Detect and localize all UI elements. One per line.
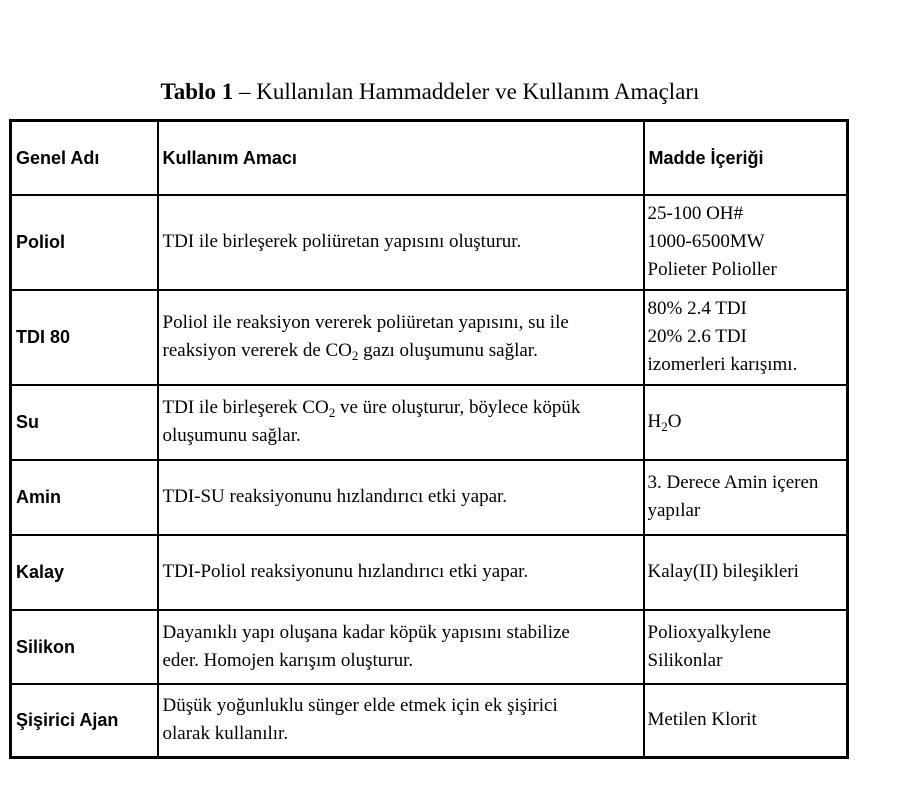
table-row — [11, 195, 848, 290]
purpose-line: reaksiyon vererek de $CO_2$ gazı oluşumunu sağlar. — [162, 340, 538, 363]
header-genel-adi: Genel Adı — [11, 121, 158, 195]
table-row — [11, 610, 848, 684]
purpose-line: olarak kullanılır. — [162, 723, 289, 745]
purpose-line: Dayanıklı yapı oluşana kadar köpük yapısını stabilize — [162, 621, 570, 643]
row-name: TDI 80 — [11, 290, 158, 385]
row-content — [644, 290, 848, 385]
row-content — [644, 385, 848, 460]
row-purpose — [158, 195, 644, 290]
row-name: Kalay — [11, 535, 158, 610]
row-content — [644, 684, 848, 758]
row-purpose — [158, 290, 644, 385]
purpose-line: TDI ile birleşerek $CO_2$ ve üre oluşturur, böylece köpük — [162, 397, 581, 420]
purpose-line: TDI-SU reaksiyonunu hızlandırıcı etki yapar. — [162, 486, 508, 507]
content-line: 3. Derece Amin içeren — [647, 472, 819, 493]
caption-label: Tablo 1 — [160, 79, 234, 104]
caption-text: – Kullanılan Hammaddeler ve Kullanım Amaçları — [233, 79, 700, 104]
row-purpose — [158, 610, 644, 684]
content-line: Polieter Polioller — [647, 259, 777, 280]
content-line: 1000-6500MW — [647, 231, 765, 252]
row-content — [644, 195, 848, 290]
content-line: Metilen Klorit — [647, 709, 757, 731]
purpose-line: oluşumunu sağlar. — [162, 425, 301, 446]
header-kullanim-amaci: Kullanım Amacı — [158, 121, 644, 195]
content-line: Kalay(II) bileşikleri — [647, 561, 799, 582]
purpose-line: TDI-Poliol reaksiyonunu hızlandırıcı etki yapar. — [162, 561, 529, 582]
row-name: Amin — [11, 460, 158, 535]
purpose-line: Poliol ile reaksiyon vererek poliüretan yapısını, su ile — [162, 312, 569, 333]
content-line: yapılar — [647, 500, 701, 521]
content-line: izomerleri karışımı. — [647, 354, 798, 375]
content-line: Silikonlar — [647, 649, 723, 671]
row-name: Su — [11, 385, 158, 460]
row-purpose — [158, 684, 644, 758]
row-content — [644, 610, 848, 684]
row-content — [644, 535, 848, 610]
table-row — [11, 535, 848, 610]
purpose-line: eder. Homojen karışım oluşturur. — [162, 649, 414, 671]
row-purpose — [158, 535, 644, 610]
table-row — [11, 290, 848, 385]
row-purpose — [158, 385, 644, 460]
table-row — [11, 684, 848, 758]
row-purpose — [158, 460, 644, 535]
row-name: Poliol — [11, 195, 158, 290]
purpose-line: Düşük yoğunluklu sünger elde etmek için ek şişirici — [162, 695, 558, 717]
row-name: Silikon — [11, 610, 158, 684]
content-line: 80% 2.4 TDI — [647, 298, 747, 319]
row-name: Şişirici Ajan — [11, 684, 158, 758]
content-line: Polioxyalkylene — [647, 621, 771, 643]
content-line: $H_2O$ — [647, 411, 682, 434]
raw-materials-table — [9, 119, 849, 759]
content-line: 25-100 OH# — [647, 203, 744, 224]
table-caption — [0, 76, 860, 108]
purpose-line: TDI ile birleşerek poliüretan yapısını oluşturur. — [162, 231, 522, 252]
table-header-row — [11, 121, 848, 195]
table-row — [11, 385, 848, 460]
content-line: 20% 2.6 TDI — [647, 326, 747, 347]
table-row — [11, 460, 848, 535]
row-content — [644, 460, 848, 535]
header-madde-icerigi: Madde İçeriği — [644, 121, 848, 195]
